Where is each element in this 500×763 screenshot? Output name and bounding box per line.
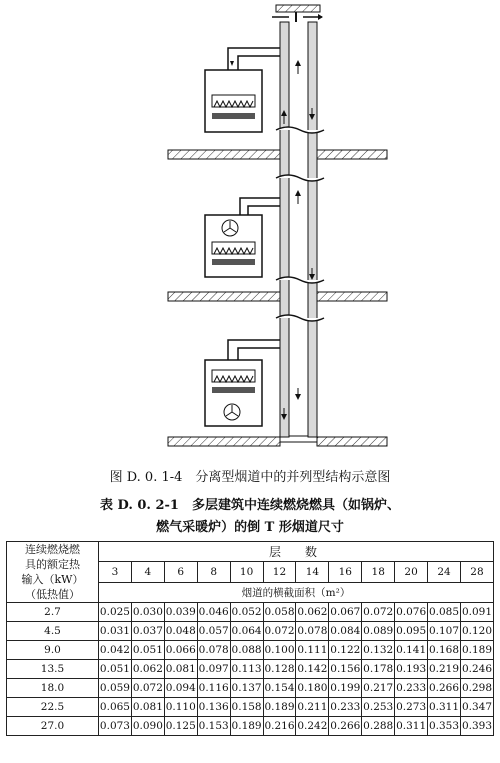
floor-number: 28 <box>460 562 493 582</box>
heat-input-cell: 18.0 <box>7 679 99 698</box>
floor-number: 18 <box>362 562 395 582</box>
area-cell: 0.273 <box>395 698 428 717</box>
area-cell: 0.072 <box>263 622 296 641</box>
area-cell: 0.078 <box>197 641 230 660</box>
area-cell: 0.065 <box>99 698 132 717</box>
area-cell: 0.076 <box>395 603 428 622</box>
area-cell: 0.393 <box>460 717 493 736</box>
area-cell: 0.311 <box>428 698 461 717</box>
area-cell: 0.088 <box>230 641 263 660</box>
area-cell: 0.042 <box>99 641 132 660</box>
heat-input-cell: 4.5 <box>7 622 99 641</box>
heat-input-cell: 2.7 <box>7 603 99 622</box>
table-row <box>7 641 494 660</box>
area-cell: 0.031 <box>99 622 132 641</box>
area-cell: 0.100 <box>263 641 296 660</box>
floor-number: 6 <box>164 562 197 582</box>
floor-number: 16 <box>329 562 362 582</box>
floor-number: 10 <box>230 562 263 582</box>
area-cell: 0.111 <box>296 641 329 660</box>
area-cell: 0.353 <box>428 717 461 736</box>
area-cell: 0.141 <box>395 641 428 660</box>
area-cell: 0.128 <box>263 660 296 679</box>
area-cell: 0.094 <box>164 679 197 698</box>
area-cell: 0.122 <box>329 641 362 660</box>
area-cell: 0.037 <box>131 622 164 641</box>
area-cell: 0.189 <box>460 641 493 660</box>
area-cell: 0.113 <box>230 660 263 679</box>
table-row <box>7 679 494 698</box>
area-cell: 0.081 <box>131 698 164 717</box>
row-header-line: 输入（kW） <box>21 573 84 586</box>
area-cell: 0.051 <box>131 641 164 660</box>
area-cell: 0.084 <box>329 622 362 641</box>
area-cell: 0.090 <box>131 717 164 736</box>
area-cell: 0.072 <box>131 679 164 698</box>
floor-number: 20 <box>395 562 428 582</box>
figure-caption: 图 D. 0. 1-4 分离型烟道中的并列型结构示意图 <box>109 470 391 485</box>
flue-size-table <box>6 541 494 736</box>
floors-group-header: 层 数 <box>99 542 494 562</box>
area-cell: 0.347 <box>460 698 493 717</box>
area-cell: 0.216 <box>263 717 296 736</box>
floor-number: 14 <box>296 562 329 582</box>
area-cell: 0.180 <box>296 679 329 698</box>
area-cell: 0.051 <box>99 660 132 679</box>
floor-number: 8 <box>197 562 230 582</box>
area-cell: 0.064 <box>230 622 263 641</box>
floor-slabs <box>168 150 387 446</box>
area-cell: 0.189 <box>263 698 296 717</box>
area-cell: 0.211 <box>296 698 329 717</box>
area-cell: 0.085 <box>428 603 461 622</box>
roof-cap <box>276 5 320 12</box>
row-header <box>7 542 99 603</box>
area-cell: 0.062 <box>131 660 164 679</box>
table-row <box>7 660 494 679</box>
area-cell: 0.178 <box>362 660 395 679</box>
row-header-line: 连续燃烧燃 <box>25 543 80 556</box>
area-cell: 0.168 <box>428 641 461 660</box>
floor-number: 3 <box>99 562 132 582</box>
area-cell: 0.253 <box>362 698 395 717</box>
area-cell: 0.189 <box>230 717 263 736</box>
area-cell: 0.242 <box>296 717 329 736</box>
area-subheader: 烟道的横截面积（m²） <box>99 582 494 602</box>
boiler-appliance-top <box>205 48 280 132</box>
table-title-line1: 表 D. 0. 2-1 多层建筑中连续燃烧燃具（如锅炉、 <box>100 498 400 513</box>
area-cell: 0.091 <box>460 603 493 622</box>
area-cell: 0.233 <box>329 698 362 717</box>
area-cell: 0.078 <box>296 622 329 641</box>
table-row <box>7 603 494 622</box>
area-cell: 0.039 <box>164 603 197 622</box>
table-row <box>7 717 494 736</box>
area-cell: 0.219 <box>428 660 461 679</box>
table-title-line2: 燃气采暖炉）的倒 T 形烟道尺寸 <box>156 520 344 535</box>
area-cell: 0.120 <box>460 622 493 641</box>
area-cell: 0.156 <box>329 660 362 679</box>
area-cell: 0.266 <box>428 679 461 698</box>
area-cell: 0.116 <box>197 679 230 698</box>
vertical-flue <box>280 22 317 442</box>
area-cell: 0.154 <box>263 679 296 698</box>
area-cell: 0.048 <box>164 622 197 641</box>
area-cell: 0.266 <box>329 717 362 736</box>
area-cell: 0.110 <box>164 698 197 717</box>
area-cell: 0.142 <box>296 660 329 679</box>
row-header-line: （低热值） <box>25 588 80 601</box>
area-cell: 0.025 <box>99 603 132 622</box>
floor-number: 24 <box>428 562 461 582</box>
area-cell: 0.067 <box>329 603 362 622</box>
area-cell: 0.073 <box>99 717 132 736</box>
table-row <box>7 698 494 717</box>
floor-number: 4 <box>131 562 164 582</box>
area-cell: 0.052 <box>230 603 263 622</box>
heat-input-cell: 13.5 <box>7 660 99 679</box>
area-cell: 0.246 <box>460 660 493 679</box>
area-cell: 0.095 <box>395 622 428 641</box>
area-cell: 0.072 <box>362 603 395 622</box>
area-cell: 0.298 <box>460 679 493 698</box>
area-cell: 0.158 <box>230 698 263 717</box>
area-cell: 0.066 <box>164 641 197 660</box>
area-cell: 0.057 <box>197 622 230 641</box>
area-cell: 0.199 <box>329 679 362 698</box>
area-cell: 0.062 <box>296 603 329 622</box>
heat-input-cell: 22.5 <box>7 698 99 717</box>
area-cell: 0.136 <box>197 698 230 717</box>
area-cell: 0.132 <box>362 641 395 660</box>
area-cell: 0.217 <box>362 679 395 698</box>
heat-input-cell: 27.0 <box>7 717 99 736</box>
row-header-line: 具的额定热 <box>25 558 80 571</box>
area-cell: 0.137 <box>230 679 263 698</box>
area-cell: 0.046 <box>197 603 230 622</box>
area-cell: 0.097 <box>197 660 230 679</box>
area-cell: 0.107 <box>428 622 461 641</box>
area-cell: 0.233 <box>395 679 428 698</box>
area-cell: 0.193 <box>395 660 428 679</box>
area-cell: 0.059 <box>99 679 132 698</box>
area-cell: 0.030 <box>131 603 164 622</box>
boiler-appliance-middle <box>205 198 280 277</box>
area-cell: 0.081 <box>164 660 197 679</box>
area-cell: 0.288 <box>362 717 395 736</box>
heat-input-cell: 9.0 <box>7 641 99 660</box>
boiler-appliance-bottom <box>205 340 280 426</box>
table-row <box>7 622 494 641</box>
floor-number: 12 <box>263 562 296 582</box>
area-cell: 0.058 <box>263 603 296 622</box>
area-cell: 0.311 <box>395 717 428 736</box>
area-cell: 0.125 <box>164 717 197 736</box>
area-cell: 0.089 <box>362 622 395 641</box>
area-cell: 0.153 <box>197 717 230 736</box>
